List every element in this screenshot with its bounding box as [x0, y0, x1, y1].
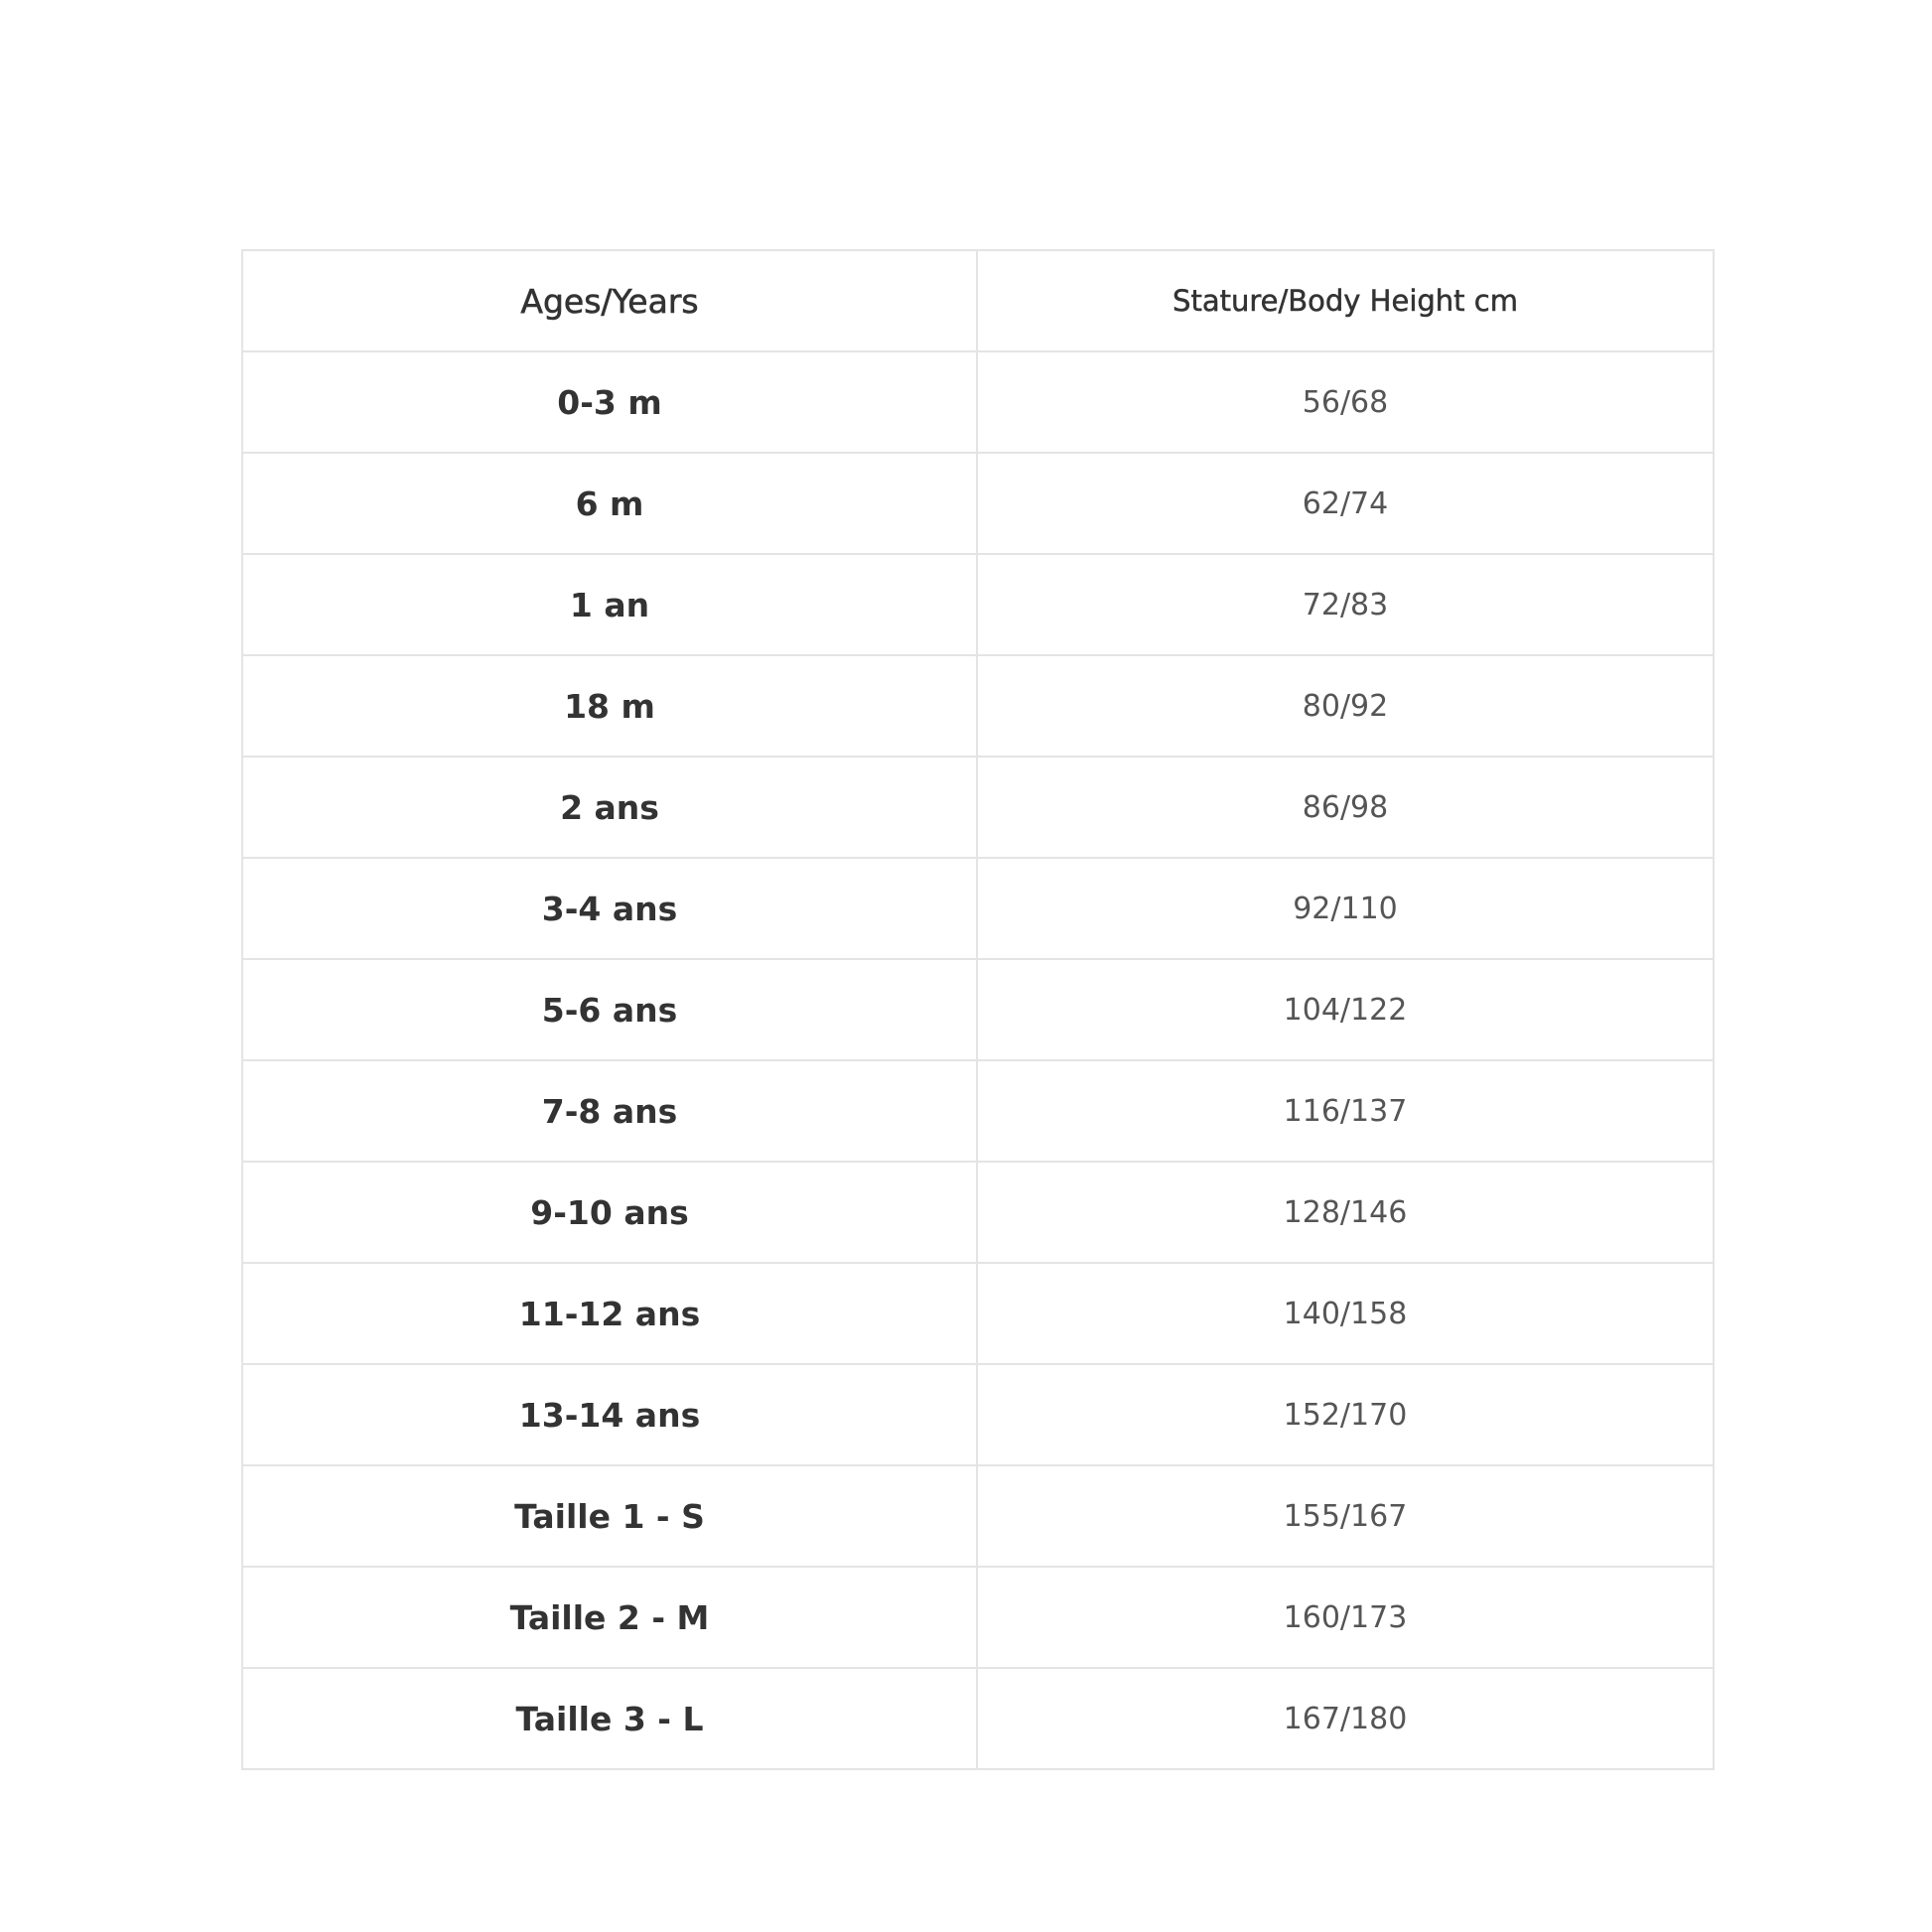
header-body-height: Stature/Body Height cm [977, 250, 1714, 351]
age-cell: 3-4 ans [242, 858, 977, 959]
height-cell: 152/170 [977, 1364, 1714, 1465]
age-cell: 13-14 ans [242, 1364, 977, 1465]
table-row [242, 959, 1714, 1060]
table-row [242, 1567, 1714, 1668]
size-chart-table [241, 249, 1715, 1770]
table-row [242, 655, 1714, 757]
header-ages-years: Ages/Years [242, 250, 977, 351]
table-row [242, 1162, 1714, 1263]
age-cell: Taille 1 - S [242, 1465, 977, 1567]
height-cell: 86/98 [977, 757, 1714, 858]
table-header-row [242, 250, 1714, 351]
age-cell: Taille 3 - L [242, 1668, 977, 1769]
height-cell: 104/122 [977, 959, 1714, 1060]
table-row [242, 1364, 1714, 1465]
table-row [242, 554, 1714, 655]
height-cell: 80/92 [977, 655, 1714, 757]
table-row [242, 1668, 1714, 1769]
age-cell: 2 ans [242, 757, 977, 858]
age-cell: 9-10 ans [242, 1162, 977, 1263]
height-cell: 62/74 [977, 453, 1714, 554]
height-cell: 167/180 [977, 1668, 1714, 1769]
age-cell: 5-6 ans [242, 959, 977, 1060]
height-cell: 72/83 [977, 554, 1714, 655]
table-row [242, 858, 1714, 959]
age-cell: 1 an [242, 554, 977, 655]
height-cell: 160/173 [977, 1567, 1714, 1668]
age-cell: 11-12 ans [242, 1263, 977, 1364]
table-row [242, 351, 1714, 453]
age-cell: 6 m [242, 453, 977, 554]
age-cell: 18 m [242, 655, 977, 757]
height-cell: 56/68 [977, 351, 1714, 453]
table-row [242, 1465, 1714, 1567]
height-cell: 128/146 [977, 1162, 1714, 1263]
height-cell: 92/110 [977, 858, 1714, 959]
age-cell: 7-8 ans [242, 1060, 977, 1162]
age-cell: Taille 2 - M [242, 1567, 977, 1668]
height-cell: 140/158 [977, 1263, 1714, 1364]
height-cell: 155/167 [977, 1465, 1714, 1567]
height-cell: 116/137 [977, 1060, 1714, 1162]
table-row [242, 1263, 1714, 1364]
age-cell: 0-3 m [242, 351, 977, 453]
table-row [242, 757, 1714, 858]
table-row [242, 1060, 1714, 1162]
table-row [242, 453, 1714, 554]
